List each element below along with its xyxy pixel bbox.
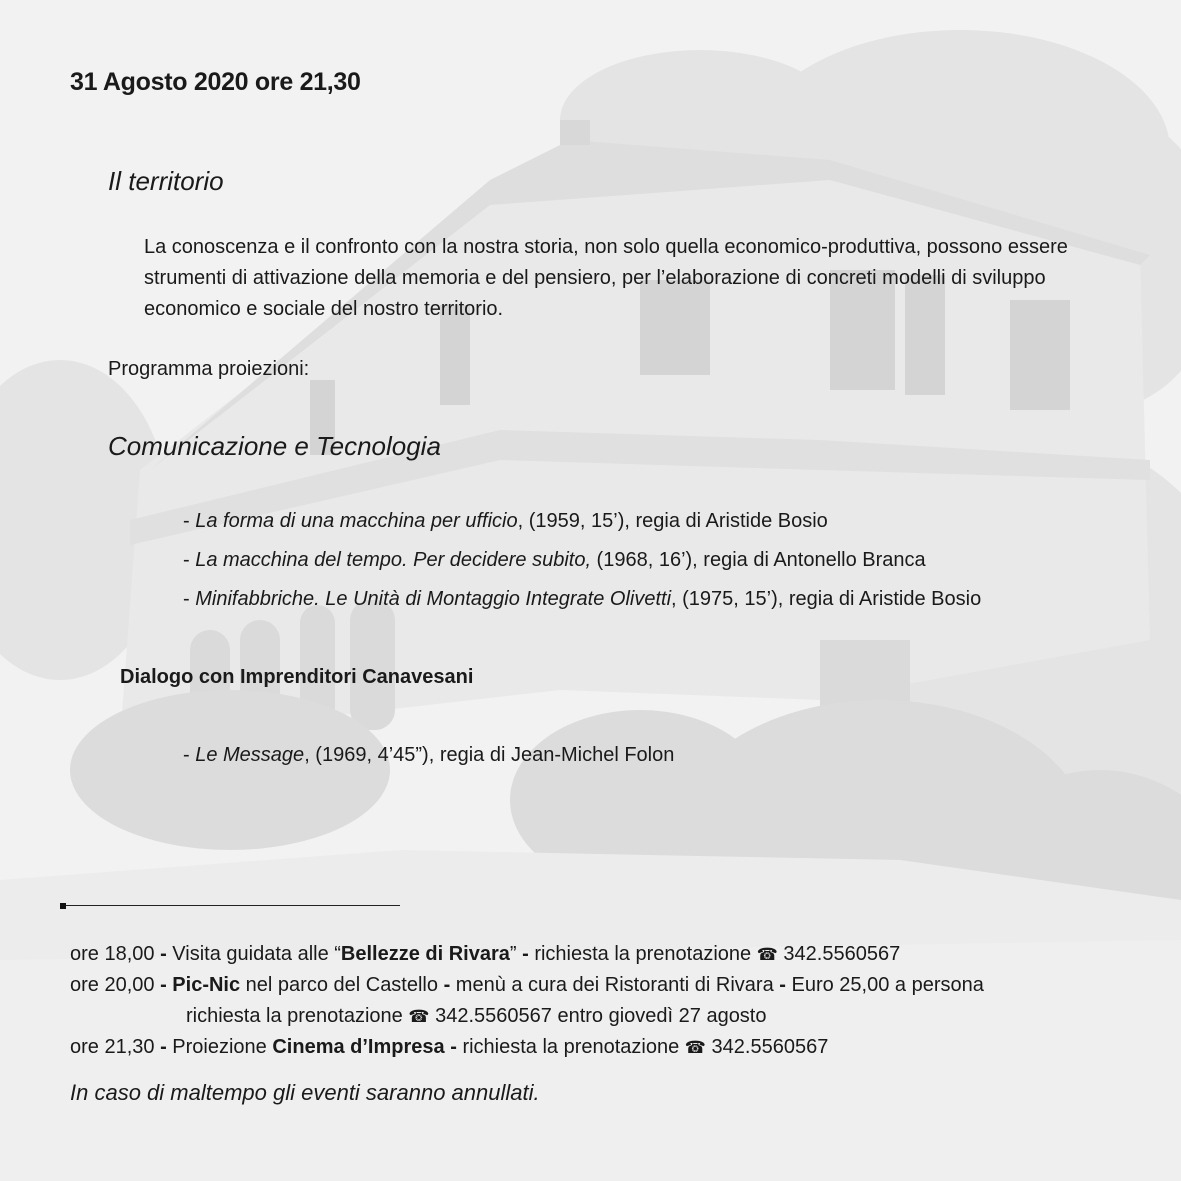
film-details: , (1969, 4’45”), regia di Jean-Michel Folon xyxy=(304,744,675,766)
divider-bullet xyxy=(60,903,66,909)
dialogue-title: Dialogo con Imprenditori Canavesani xyxy=(120,666,474,688)
phone-number: 342.5560567 entro giovedì 27 agosto xyxy=(429,1005,767,1027)
weather-note: In caso di maltempo gli eventi saranno annullati. xyxy=(70,1080,540,1105)
schedule-separator: - xyxy=(779,974,792,996)
schedule-highlight: Bellezze di Rivara xyxy=(340,943,510,965)
film-item xyxy=(183,549,926,572)
booking-text: richiesta la prenotazione xyxy=(462,1036,685,1058)
schedule-time: ore 21,30 xyxy=(70,1036,161,1058)
film-item xyxy=(183,744,674,767)
film-details: , (1975, 15’), regia di Aristide Bosio xyxy=(671,588,982,610)
film-dash: - xyxy=(183,744,196,766)
schedule-item-continuation xyxy=(186,1005,767,1028)
intro-text: La conoscenza e il confronto con la nostra storia, non solo quella economico-produttiva, possono essere strumenti di attivazione della memoria e del pensiero, per l’elaborazione di concreti modelli di sviluppo economico e sociale del nostro territorio. xyxy=(144,236,1068,320)
schedule-highlight: Pic-Nic xyxy=(172,974,241,996)
booking-text: richiesta la prenotazione xyxy=(534,943,757,965)
schedule-price: Euro 25,00 a persona xyxy=(791,974,984,996)
schedule-separator: - xyxy=(160,1036,173,1058)
schedule-text: Proiezione xyxy=(172,1036,273,1058)
theme-title: Comunicazione e Tecnologia xyxy=(108,431,441,461)
schedule-text: Visita guidata alle “ xyxy=(172,943,341,965)
phone-number: 342.5560567 xyxy=(777,943,901,965)
schedule-time: ore 18,00 xyxy=(70,943,161,965)
schedule-item xyxy=(70,974,984,997)
phone-icon: ☎ xyxy=(756,945,778,965)
event-date: 31 Agosto 2020 ore 21,30 xyxy=(70,68,361,96)
schedule-separator: - xyxy=(160,943,173,965)
schedule-separator: - xyxy=(450,1036,463,1058)
schedule-item xyxy=(70,1036,828,1059)
program-label: Programma proiezioni: xyxy=(108,358,310,380)
phone-icon: ☎ xyxy=(408,1007,430,1027)
film-title: Le Message xyxy=(195,744,305,766)
section-title: Il territorio xyxy=(108,166,224,196)
phone-icon: ☎ xyxy=(684,1038,706,1058)
schedule-separator: - xyxy=(443,974,456,996)
schedule-separator: - xyxy=(522,943,535,965)
phone-number: 342.5560567 xyxy=(705,1036,829,1058)
film-dash: - xyxy=(183,588,196,610)
schedule-text: menù a cura dei Ristoranti di Rivara xyxy=(455,974,780,996)
divider-line xyxy=(60,905,400,906)
schedule-text: nel parco del Castello xyxy=(240,974,444,996)
film-dash: - xyxy=(183,510,196,532)
film-title: Minifabbriche. Le Unità di Montaggio Integrate Olivetti xyxy=(195,588,672,610)
schedule-item xyxy=(70,943,900,966)
film-title: La macchina del tempo. Per decidere subito, xyxy=(195,549,591,571)
film-item xyxy=(183,588,981,611)
film-details: (1968, 16’), regia di Antonello Branca xyxy=(591,549,926,571)
schedule-time: ore 20,00 xyxy=(70,974,161,996)
film-details: , (1959, 15’), regia di Aristide Bosio xyxy=(517,510,828,532)
schedule-text: ” xyxy=(509,943,523,965)
schedule-separator: - xyxy=(160,974,173,996)
film-title: La forma di una macchina per ufficio xyxy=(195,510,518,532)
schedule-highlight: Cinema d’Impresa xyxy=(272,1036,445,1058)
film-item xyxy=(183,510,828,533)
booking-text: richiesta la prenotazione xyxy=(186,1005,409,1027)
intro-paragraph xyxy=(144,232,1144,325)
film-dash: - xyxy=(183,549,196,571)
